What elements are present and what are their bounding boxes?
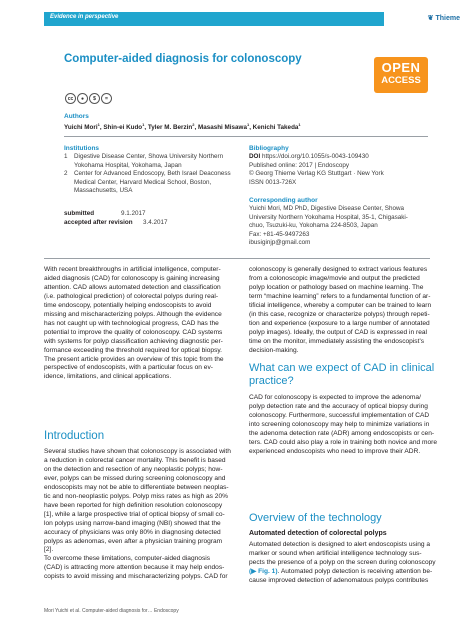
accepted-label: accepted after revision <box>64 219 133 226</box>
abstract <box>44 266 240 382</box>
intro-line: ever, polyps can be missed during screening colonoscopy and <box>44 474 226 482</box>
body-line: term “machine learning” refers to a fundamental function of ar- <box>249 292 431 300</box>
intro-line: copists to avoid missing and mischaracterizing polyps. CAD for <box>44 573 228 581</box>
right-paragraph-2 <box>249 394 445 457</box>
section-tag: Evidence in perspective <box>50 14 119 20</box>
doi-link[interactable]: https://doi.org/10.1055/s-0043-109430 <box>261 153 369 160</box>
cc-nd-icon: = <box>101 93 112 104</box>
heading-line: practice? <box>249 375 294 387</box>
bibliography-line: © Georg Thieme Verlag KG Stuttgart · New York <box>249 170 384 178</box>
body-line: cause improved detection of adenomatous polyps contributes <box>249 576 429 584</box>
author-list: Yuichi Mori$^1$, Shin-ei Kudo$^1$, Tyler M. Berzin$^2$, Masashi Misawa$^1$, Kenichi Takeda$^1$ <box>64 122 301 132</box>
intro-line: Several studies have shown that colonoscopy is associated with <box>44 448 231 455</box>
intro-line: have been reported for high definition resolution colonoscopy <box>44 501 223 509</box>
cc-nc-icon: $ <box>89 93 100 104</box>
body-line: from a colonoscopic image/movie and output the predicted <box>249 274 420 282</box>
body-line: colonoscopy. Furthermore, successful implementation of CAD <box>249 411 430 419</box>
body-line: polyp location or pathology based on machine learning. The <box>249 283 424 291</box>
body-line: polyp images). Ideally, the output of CAD is expressed in real <box>249 328 427 336</box>
intro-line: a reduction in colorectal cancer mortality. This benefit is based <box>44 456 226 464</box>
creative-commons-license[interactable] <box>65 93 112 104</box>
abstract-line: with systems for polyp classification achieving diagnostic per- <box>44 337 223 345</box>
thieme-logo-icon: ❦ <box>427 15 434 22</box>
introduction-heading: Introduction <box>44 430 105 442</box>
body-line: polyp detection rate and the accuracy of optical biopsy during <box>249 402 428 410</box>
body-line: time on the monitor, immediately assisting the endoscopist’s <box>249 337 425 345</box>
body-line: decision-making. <box>249 346 299 354</box>
abstract-line: idence, limitations, and clinical applications. <box>44 373 172 381</box>
intro-line: endoscopists may not be able to differentiate between neoplas- <box>44 483 229 491</box>
abstract-line: missing and mischaracterizing polyps. Although the evidence <box>44 310 222 318</box>
figure-1-link[interactable]: (▶ Fig. 1) <box>249 567 278 575</box>
divider <box>64 136 428 137</box>
open-access-line1: OPEN <box>381 60 421 75</box>
section-tag-bar <box>44 12 384 26</box>
corresponding-line: University Northern Yokohama Hospital, 35-1, Chigasaki- <box>249 213 408 221</box>
body-line: into screening colonoscopy may help to minimize variations in <box>249 420 430 428</box>
body-line: ters. CAD could also play a role in training both novice and more <box>249 438 438 446</box>
institution-line: Yokohama Hospital, Yokohama, Japan <box>74 161 182 169</box>
authors-label: Authors <box>64 113 89 120</box>
abstract-line: perspective of endoscopists, with a particular focus on ev- <box>44 364 213 372</box>
abstract-line: potential to improve the quality of colonoscopy. CAD systems <box>44 328 223 336</box>
corresponding-line: Yuichi Mori, MD PhD, Digestive Disease Center, Showa <box>249 205 405 212</box>
intro-line: on the detection and resection of any neoplastic polyps; how- <box>44 465 223 473</box>
footer-citation: Mori Yuichi et al. Computer-aided diagnosis for… Endoscopy <box>44 608 179 614</box>
doi-line[interactable]: DOI https://doi.org/10.1055/s-0043-109430 <box>249 153 369 160</box>
bibliography-label: Bibliography <box>249 145 289 152</box>
body-line: pects the presence of a polyp on the screen during colonoscopy <box>249 558 436 566</box>
abstract-line: (i.e. pathological prediction) of colorectal polyps during real- <box>44 292 219 300</box>
right-paragraph-3 <box>249 541 445 586</box>
divider <box>44 258 430 259</box>
abstract-line: With recent breakthroughs in artificial intelligence, computer- <box>44 266 221 273</box>
section-heading-cad-clinical <box>249 362 434 388</box>
body-line: tificial intelligence, whereby a computer can be trained to learn <box>249 301 432 309</box>
accepted-date: 3.4.2017 <box>143 219 168 226</box>
intro-line: polyps as adenomas, even after a physician training program <box>44 537 223 545</box>
article-title: Computer-aided diagnosis for colonoscopy <box>64 53 302 65</box>
body-line: Automated detection is designed to alert endoscopists using a <box>249 541 431 548</box>
institution-line: Medical Center, Harvard Medical School, Boston, <box>74 178 212 186</box>
bibliography-line: Published online: 2017 | Endoscopy <box>249 161 350 169</box>
corresponding-author-label: Corresponding author <box>249 197 318 204</box>
right-paragraph-1 <box>249 266 445 356</box>
body-line: tion and experience (exposure to a large number of annotated <box>249 319 430 327</box>
body-line: experienced endoscopists who need to improve their ADR. <box>249 447 421 455</box>
open-access-badge <box>374 57 428 93</box>
body-fragment: . Automated polyp detection is receiving attention be- <box>277 567 433 575</box>
intro-line: [1], while a large prospective trial of optical biopsy of small co- <box>44 510 225 518</box>
abstract-line: attention. CAD allows automated detection and classification <box>44 283 221 291</box>
intro-line: To overcome these limitations, computer-aided diagnosis <box>44 555 211 563</box>
abstract-line: time endoscopy, potentially helping endoscopists to avoid <box>44 301 212 309</box>
corresponding-line: chuo, Tsuzuki-ku, Yokohama 224-8503, Japan <box>249 222 378 230</box>
submitted-label: submitted <box>64 210 95 217</box>
body-line: the adenoma detection rate (ADR) among endoscopists or cen- <box>249 429 435 437</box>
institution-line: Digestive Disease Center, Showa University Northern <box>74 153 224 160</box>
intro-line: (CAD) is attracting more attention because it may help endos- <box>44 564 225 572</box>
cc-by-icon: ● <box>77 93 88 104</box>
bibliography-line: ISSN 0013-726X <box>249 178 297 186</box>
intro-line: tic and non-neoplastic polyps. Polyp miss rates as high as 20% <box>44 492 228 500</box>
institutions-label: Institutions <box>64 145 100 152</box>
institution-number: 2 <box>64 170 68 178</box>
corresponding-email[interactable]: ibusiginjp@gmail.com <box>249 239 311 247</box>
subsection-heading-detection: Automated detection of colorectal polyps <box>249 530 387 537</box>
abstract-line: The present article provides an overview of this topic from the <box>44 355 224 363</box>
introduction-text <box>44 448 240 582</box>
body-line: marker or sound when artificial intelligence technology sus- <box>249 549 422 557</box>
cc-icon: cc <box>65 93 76 104</box>
intro-line: accuracy of physicians was only 80% in diagnosing detected <box>44 528 221 536</box>
publisher-logo <box>428 14 460 22</box>
abstract-line: formance exceeding the threshold required for optical biopsy. <box>44 346 223 354</box>
publisher-name: Thieme <box>435 15 460 22</box>
body-line <box>249 568 445 577</box>
intro-line: [2]. <box>44 546 54 554</box>
institution-list <box>64 153 244 203</box>
institution-line: Massachusetts, USA <box>74 187 133 195</box>
abstract-line: aided diagnosis (CAD) for colonoscopy is gaining increasing <box>44 274 220 282</box>
section-heading-technology: Overview of the technology <box>249 512 382 524</box>
corresponding-fax: Fax: +81-45-9497263 <box>249 230 310 238</box>
intro-line: lon polyps using narrow-band imaging (NBI) showed that the <box>44 519 221 527</box>
body-line: colonoscopy is generally designed to extract various features <box>249 266 428 273</box>
institution-number: 1 <box>64 153 68 160</box>
submitted-date: 9.1.2017 <box>121 210 146 217</box>
heading-line: What can we expect of CAD in clinical <box>249 362 435 374</box>
open-access-line2: ACCESS <box>381 75 421 86</box>
body-line: (in this case, recognize or characterize polyps) through repeti- <box>249 310 430 318</box>
body-line: CAD for colonoscopy is expected to improve the adenoma/ <box>249 394 421 401</box>
institution-line: Center for Advanced Endoscopy, Beth Israel Deaconess <box>74 170 231 178</box>
abstract-line: has not caught up with technological progress, CAD has the <box>44 319 219 327</box>
